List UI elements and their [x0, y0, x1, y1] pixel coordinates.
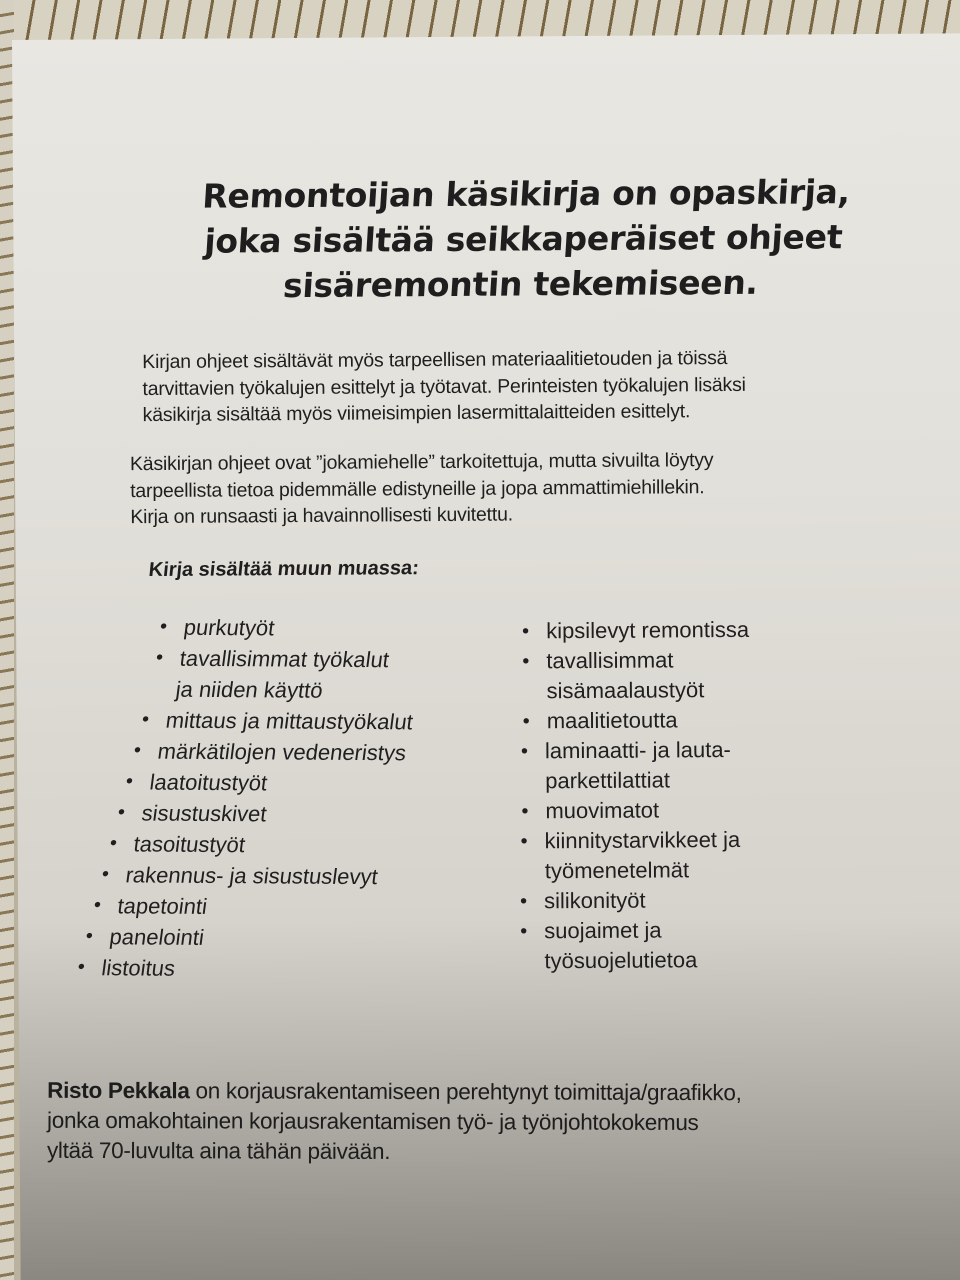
- headline: [159, 169, 887, 309]
- list-item: • purkutyöt: [182, 612, 438, 645]
- headline-line: sisäremontin tekemiseen.: [282, 262, 760, 306]
- list-item: • silikonityöt: [544, 885, 747, 916]
- bullet-icon: •: [520, 830, 528, 853]
- list-item: • panelointi: [108, 921, 364, 954]
- audience-paragraph: [130, 447, 714, 531]
- list-item: • mittaus ja mittaustyökalut: [164, 705, 420, 738]
- list-item: • tapetointi: [116, 890, 372, 923]
- list-item: • kiinnitystarvikkeet ja työmenetelmät: [520, 826, 741, 884]
- bullet-icon: •: [108, 832, 119, 855]
- list-item: • tavallisimmat työkalut ja niiden käyttö: [174, 643, 434, 707]
- list-item: • laminaatti- ja lauta- parkettilattiat: [520, 736, 731, 794]
- paragraph-line: tarvittavien työkalujen esittelyt ja työtavat. Perinteisten työkalujen lisäksi: [142, 373, 746, 400]
- bullet-icon: •: [76, 956, 87, 979]
- bullet-icon: •: [522, 650, 530, 673]
- author-name: Risto Pekkala: [47, 1077, 190, 1104]
- bullet-icon: •: [521, 800, 529, 823]
- bullet-icon: •: [116, 801, 127, 824]
- paragraph-line: tarpeellista tietoa pidemmälle edistyneille ja jopa ammattimiehillekin.: [130, 475, 705, 502]
- bullet-icon: •: [522, 710, 530, 733]
- paragraph-line: käsikirja sisältää myös viimeisimpien lasermittalaitteiden esittelyt.: [142, 400, 691, 427]
- bullet-icon: •: [158, 615, 169, 638]
- bullet-icon: •: [520, 740, 529, 763]
- bullet-icon: •: [140, 708, 151, 731]
- bullet-icon: •: [124, 770, 135, 793]
- author-bio-line: jonka omakohtainen korjausrakentamisen työ- ja työnjohtokokemus: [47, 1107, 699, 1136]
- list-item: • muovimatot: [545, 795, 748, 826]
- list-item: • laatoitustyöt: [148, 767, 404, 800]
- list-item: • listoitus: [100, 952, 356, 985]
- bullet-icon: •: [520, 920, 528, 943]
- bullet-icon: •: [522, 620, 530, 643]
- author-bio-line: Risto Pekkala on korjausrakentamiseen perehtynyt toimittaja/graafikko,: [47, 1077, 742, 1106]
- list-item: • kipsilevyt remontissa: [546, 615, 749, 646]
- bullet-icon: •: [519, 890, 528, 913]
- author-bio-line: yltää 70-luvulta aina tähän päivään.: [46, 1137, 391, 1164]
- list-item: • märkätilojen vedeneristys: [156, 736, 412, 769]
- paragraph-line: Käsikirjan ohjeet ovat ”jokamiehelle” tarkoitettuja, mutta sivuilta löytyy: [129, 449, 714, 476]
- bullet-icon: •: [92, 894, 103, 917]
- bullet-icon: •: [84, 925, 95, 948]
- list-item: • suojaimet ja työsuojelutietoa: [520, 917, 698, 974]
- contents-list-left: [76, 612, 438, 985]
- list-item: • tavallisimmat sisämaalaustyöt: [522, 647, 705, 704]
- book-page: [12, 33, 960, 1280]
- bullet-icon: •: [154, 646, 165, 669]
- author-bio: [47, 1076, 742, 1168]
- list-item: • sisustuskivet: [140, 798, 396, 831]
- headline-line: joka sisältää seikkaperäiset ohjeet: [203, 217, 844, 261]
- list-item: • maalitietoutta: [547, 705, 750, 736]
- bullet-icon: •: [100, 863, 111, 886]
- paragraph-line: Kirja on runsaasti ja havainnollisesti kuvitettu.: [130, 503, 513, 529]
- bullet-icon: •: [132, 739, 143, 762]
- intro-paragraph: [142, 345, 746, 429]
- list-item: • tasoitustyöt: [132, 828, 388, 861]
- contents-heading: Kirja sisältää muun muassa:: [147, 557, 420, 582]
- tablecloth-edge: [0, 0, 14, 1280]
- headline-line: Remontoijan käsikirja on opaskirja,: [201, 172, 852, 216]
- contents-list-right: [519, 615, 751, 976]
- paragraph-line: Kirjan ohjeet sisältävät myös tarpeellisen materiaalitietouden ja töissä: [142, 347, 728, 374]
- list-item: • rakennus- ja sisustuslevyt: [124, 859, 380, 892]
